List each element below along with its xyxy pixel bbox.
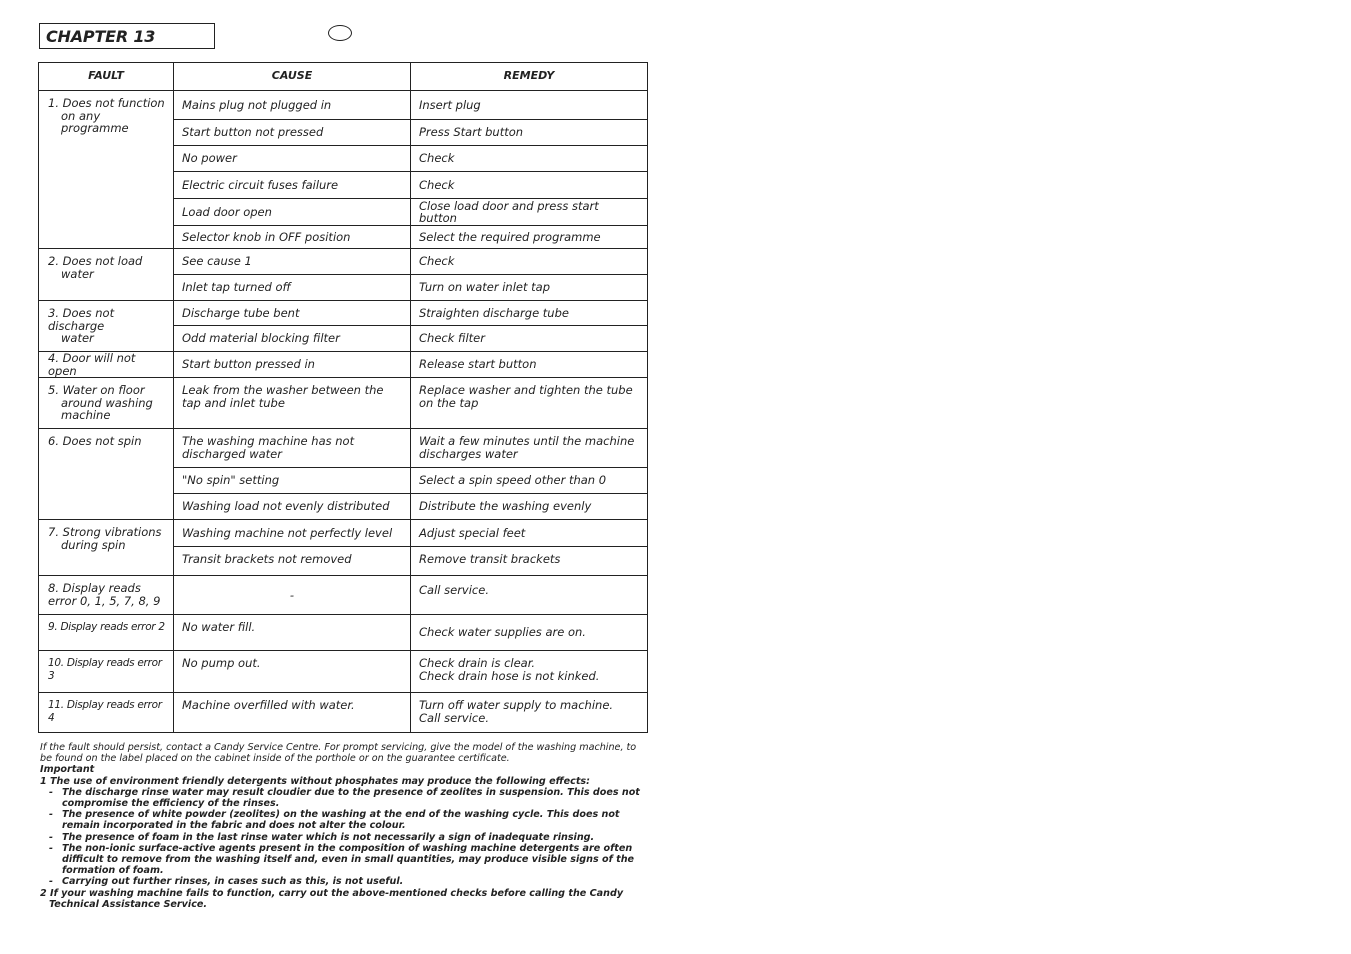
remedy-cell: Distribute the washing evenly <box>411 494 648 520</box>
remedy-cell: Replace washer and tighten the tube on the tap <box>411 378 648 429</box>
cause-cell: Transit brackets not removed <box>174 547 411 576</box>
remedy-cell: Turn on water inlet tap <box>411 275 648 301</box>
fault-cell: 5. Water on floor around washing machine <box>39 378 174 429</box>
remedy-cell: Check <box>411 249 648 275</box>
fault-header: FAULT <box>39 63 174 91</box>
remedy-cell: Insert plug <box>411 91 648 120</box>
remedy-cell: Select a spin speed other than 0 <box>411 468 648 494</box>
table-row <box>39 576 648 615</box>
fault-cell: 8. Display reads error 0, 1, 5, 7, 8, 9 <box>39 576 174 615</box>
cause-cell: No pump out. <box>174 651 411 693</box>
cause-cell: Selector knob in OFF position <box>174 226 411 249</box>
table-row <box>39 615 648 651</box>
remedy-cell: Check filter <box>411 326 648 352</box>
notes-section <box>40 742 646 910</box>
table-row <box>39 651 648 693</box>
table-row <box>39 520 648 547</box>
fault-cell: 3. Does not discharge water <box>39 301 174 352</box>
cause-cell: No power <box>174 146 411 172</box>
fault-cell: 4. Door will not open <box>39 352 174 378</box>
table-row <box>39 249 648 275</box>
cause-cell: Leak from the washer between the tap and inlet tube <box>174 378 411 429</box>
remedy-cell: Check <box>411 172 648 199</box>
cause-cell: The washing machine has not discharged water <box>174 429 411 468</box>
cause-cell: Inlet tap turned off <box>174 275 411 301</box>
cause-cell: Start button pressed in <box>174 352 411 378</box>
remedy-cell: Release start button <box>411 352 648 378</box>
cause-cell: Washing load not evenly distributed <box>174 494 411 520</box>
remedy-cell: Remove transit brackets <box>411 547 648 576</box>
troubleshooting-table <box>38 62 648 733</box>
remedy-cell: Wait a few minutes until the machine discharges water <box>411 429 648 468</box>
notes-bullet: - The presence of white powder (zeolites) on the washing at the end of the washing cycle. This does not remain incorporated in the fabric and does not alter the colour. <box>40 809 646 831</box>
cause-cell: Mains plug not plugged in <box>174 91 411 120</box>
remedy-header: REMEDY <box>411 63 648 91</box>
notes-bullet: - The presence of foam in the last rinse water which is not necessarily a sign of inadequate rinsing. <box>40 832 646 843</box>
cause-cell: Machine overfilled with water. <box>174 693 411 733</box>
cause-cell: Load door open <box>174 199 411 226</box>
remedy-cell: Select the required programme <box>411 226 648 249</box>
remedy-cell: Press Start button <box>411 120 648 146</box>
remedy-cell: Check water supplies are on. <box>411 615 648 651</box>
remedy-cell: Close load door and press start button <box>411 199 648 226</box>
chapter-title: CHAPTER 13 <box>46 27 156 46</box>
fault-cell: 7. Strong vibrations during spin <box>39 520 174 576</box>
cause-cell: "No spin" setting <box>174 468 411 494</box>
notes-bullet: - The non-ionic surface-active agents present in the composition of washing machine detergents are often difficult to remove from the washing itself and, even in small quantities, may produce visible signs of the formation of foam. <box>40 843 646 877</box>
cause-cell: Start button not pressed <box>174 120 411 146</box>
remedy-line: Check drain hose is not kinked. <box>419 668 600 683</box>
fault-cell: 6. Does not spin <box>39 429 174 520</box>
table-header-row <box>39 63 648 91</box>
cause-header: CAUSE <box>174 63 411 91</box>
cause-cell: - <box>174 576 411 615</box>
table-row <box>39 91 648 120</box>
remedy-cell: Straighten discharge tube <box>411 301 648 326</box>
remedy-cell <box>411 693 648 733</box>
cause-cell: No water fill. <box>174 615 411 651</box>
notes-important-heading: Important <box>40 764 95 776</box>
fault-cell: 10. Display reads error 3 <box>39 651 174 693</box>
fault-cell: 9. Display reads error 2 <box>39 615 174 651</box>
remedy-cell: Adjust special feet <box>411 520 648 547</box>
notes-intro: If the fault should persist, contact a Candy Service Centre. For prompt servicing, give the model of the washing machine, to be found on the label placed on the cabinet inside of the porthole or on the guarantee certificate. <box>40 742 637 765</box>
notes-point-1: 1 The use of environment friendly detergents without phosphates may produce the following effects: <box>40 775 590 787</box>
remedy-cell: Check <box>411 146 648 172</box>
remedy-line: Turn off water supply to machine. <box>419 698 614 712</box>
table-row <box>39 352 648 378</box>
remedy-line: Call service. <box>419 710 489 725</box>
remedy-line: Check drain is clear. <box>419 656 536 670</box>
fault-cell: 11. Display reads error 4 <box>39 693 174 733</box>
table-row <box>39 301 648 326</box>
table-row <box>39 429 648 468</box>
fault-cell: 1. Does not function on any programme <box>39 91 174 249</box>
cause-cell: See cause 1 <box>174 249 411 275</box>
notes-bullet: - The discharge rinse water may result cloudier due to the presence of zeolites in suspension. This does not compromise the efficiency of the rinses. <box>40 787 646 809</box>
cause-cell: Washing machine not perfectly level <box>174 520 411 547</box>
cause-cell: Discharge tube bent <box>174 301 411 326</box>
language-oval-icon <box>328 25 352 41</box>
remedy-cell: Call service. <box>411 576 648 615</box>
remedy-cell <box>411 651 648 693</box>
notes-point-2: 2 If your washing machine fails to function, carry out the above-mentioned checks before calling the Candy Technical Assistance Service. <box>40 887 624 910</box>
cause-cell: Electric circuit fuses failure <box>174 172 411 199</box>
table-row <box>39 378 648 429</box>
cause-cell: Odd material blocking filter <box>174 326 411 352</box>
chapter-title-box <box>39 23 215 49</box>
table-row <box>39 693 648 733</box>
notes-bullet: - Carrying out further rinses, in cases such as this, is not useful. <box>40 876 646 887</box>
fault-cell: 2. Does not load water <box>39 249 174 301</box>
